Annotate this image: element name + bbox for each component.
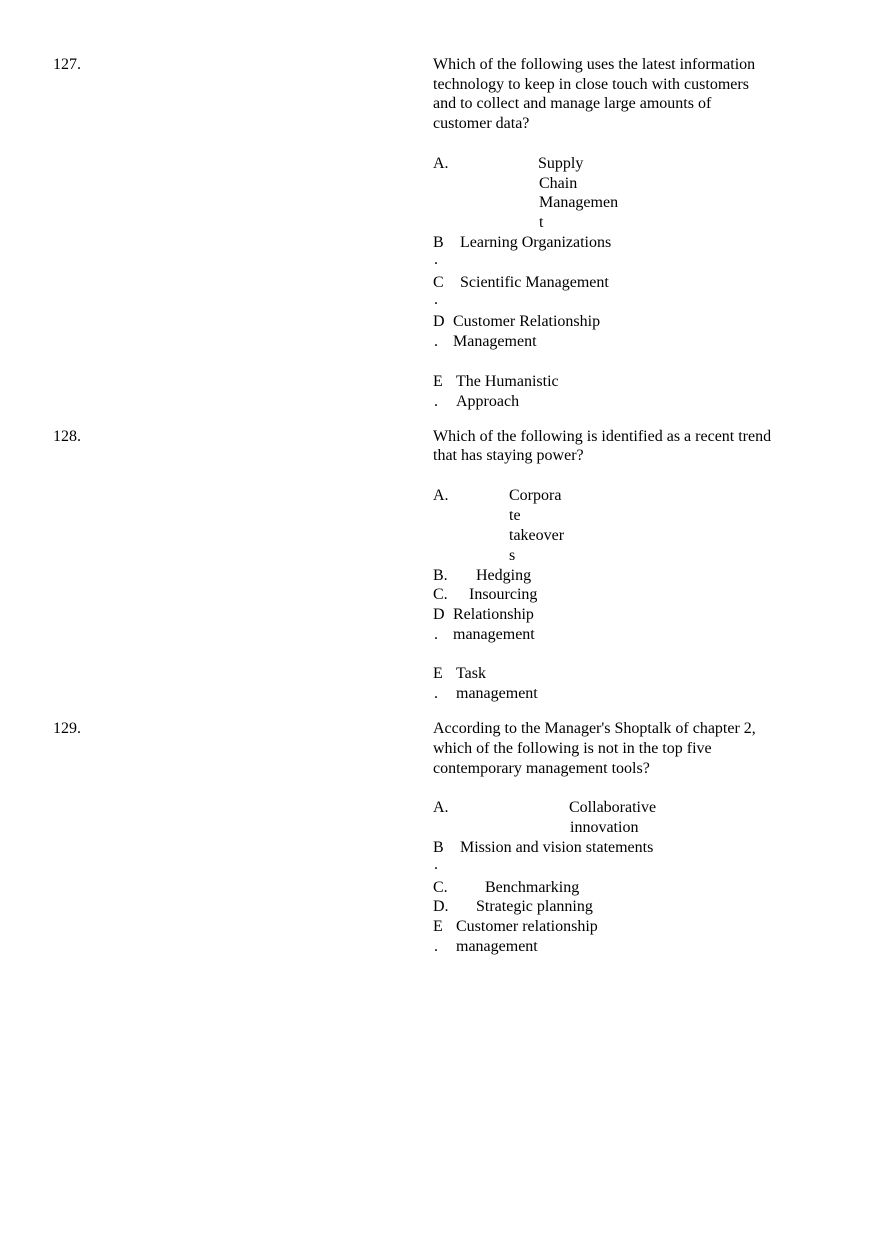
question-127-number: 127. — [53, 56, 81, 73]
option-text: t — [539, 214, 544, 231]
option-text: management — [456, 938, 538, 955]
question-128-prompt-line: that has staying power? — [433, 447, 584, 464]
option-letter: E — [433, 918, 443, 935]
option-text: Benchmarking — [485, 879, 580, 896]
option-letter: C — [433, 274, 444, 291]
option-letter-dot: . — [434, 291, 438, 308]
option-letter: C. — [433, 879, 448, 896]
option-letter-dot: . — [434, 938, 438, 955]
option-text: Task — [456, 665, 486, 682]
option-letter: A. — [433, 799, 449, 816]
option-letter-dot: . — [434, 333, 438, 350]
option-text: Relationship — [453, 606, 534, 623]
option-letter: C. — [433, 586, 448, 603]
option-letter: E — [433, 665, 443, 682]
question-129-prompt-line: which of the following is not in the top five — [433, 740, 712, 757]
option-letter: D. — [433, 898, 449, 915]
option-text: Supply — [538, 155, 584, 172]
option-letter-dot: . — [434, 685, 438, 702]
option-letter-dot: . — [434, 626, 438, 643]
question-127-prompt-line: and to collect and manage large amounts of — [433, 95, 712, 112]
question-128-prompt-line: Which of the following is identified as a recent trend — [433, 428, 772, 445]
question-127-prompt-line: technology to keep in close touch with customers — [433, 76, 749, 93]
question-127-prompt-line: Which of the following uses the latest information — [433, 56, 756, 73]
option-text: management — [453, 626, 535, 643]
option-text: Insourcing — [469, 586, 538, 603]
question-129-prompt-line: According to the Manager's Shoptalk of chapter 2, — [433, 720, 756, 737]
option-letter-dot: . — [434, 856, 438, 873]
option-text: Corpora — [509, 487, 562, 504]
option-text: Mission and vision statements — [460, 839, 654, 856]
option-letter: B. — [433, 567, 448, 584]
option-text: te — [509, 507, 521, 524]
option-text: Strategic planning — [476, 898, 593, 915]
option-text: Customer Relationship — [453, 313, 601, 330]
question-129-prompt-line: contemporary management tools? — [433, 760, 650, 777]
option-text: s — [509, 547, 516, 564]
option-text: takeover — [509, 527, 565, 544]
option-text: Chain — [539, 175, 578, 192]
question-127-prompt-line: customer data? — [433, 115, 530, 132]
option-letter: A. — [433, 155, 449, 172]
option-letter-dot: . — [434, 393, 438, 410]
option-text: Collaborative — [569, 799, 657, 816]
option-text: Hedging — [476, 567, 532, 584]
question-129-number: 129. — [53, 720, 81, 737]
option-letter: B — [433, 839, 444, 856]
option-letter: D — [433, 606, 445, 623]
option-text: Scientific Management — [460, 274, 609, 291]
option-letter: E — [433, 373, 443, 390]
option-text: Management — [453, 333, 537, 350]
option-letter-dot: . — [434, 251, 438, 268]
option-text: The Humanistic — [456, 373, 559, 390]
option-letter: B — [433, 234, 444, 251]
question-128-number: 128. — [53, 428, 81, 445]
option-text: Approach — [456, 393, 520, 410]
option-text: Managemen — [539, 194, 619, 211]
option-letter: A. — [433, 487, 449, 504]
option-letter: D — [433, 313, 445, 330]
option-text: innovation — [570, 819, 639, 836]
option-text: management — [456, 685, 538, 702]
option-text: Customer relationship — [456, 918, 598, 935]
option-text: Learning Organizations — [460, 234, 612, 251]
